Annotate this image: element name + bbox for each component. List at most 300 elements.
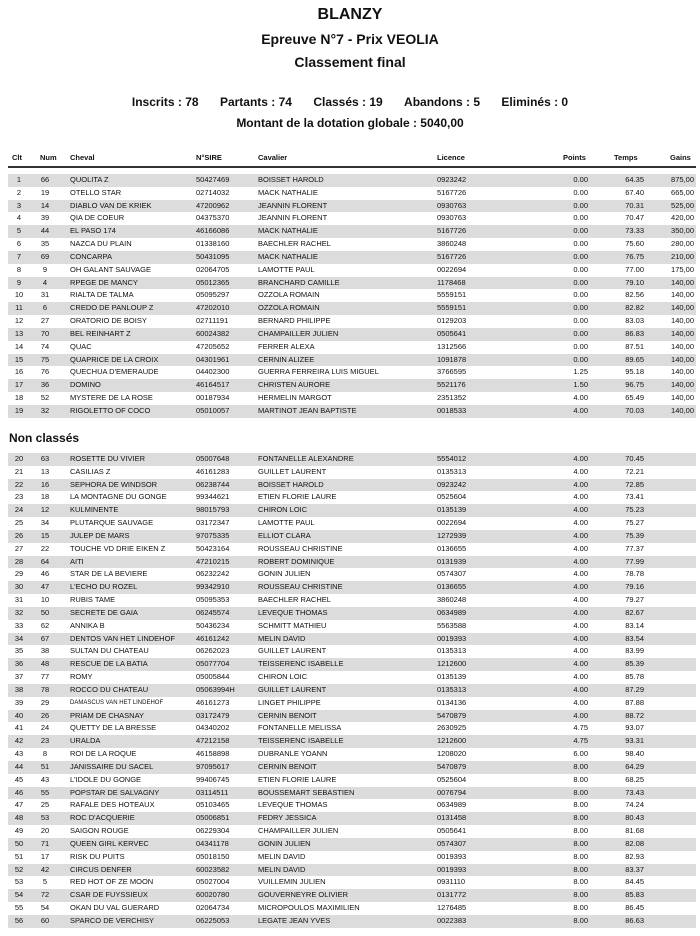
cell-clt: 18 xyxy=(14,393,24,403)
cell-cavalier: FONTANELLE ALEXANDRE xyxy=(258,454,354,463)
cell-temps: 85.78 xyxy=(625,672,644,682)
cell-sire: 02711191 xyxy=(196,316,229,326)
cell-temps: 96.75 xyxy=(625,380,644,390)
cell-sire: 05010057 xyxy=(196,405,230,415)
cell-sire: 60023582 xyxy=(196,864,230,874)
stat-abandons: Abandons : 5 xyxy=(404,95,481,109)
cell-cheval: NAZCA DU PLAIN xyxy=(70,239,132,249)
cell-cheval: OTELLO STAR xyxy=(70,187,122,197)
cell-cavalier: MELIN DAVID xyxy=(258,633,306,643)
cell-temps: 82.56 xyxy=(625,290,644,300)
cell-cavalier: JEANNIN FLORENT xyxy=(258,213,328,223)
cell-cheval: MYSTERE DE LA ROSE xyxy=(70,393,153,403)
cell-licence: 0131772 xyxy=(437,890,467,900)
cell-licence: 5167726 xyxy=(437,226,467,236)
cell-sire: 05018150 xyxy=(196,851,230,861)
col-temps: Temps xyxy=(614,153,638,162)
cell-cavalier: GUERRA FERREIRA LUIS MIGUEL xyxy=(258,367,379,377)
cell-num: 69 xyxy=(40,251,50,261)
cell-temps: 80.43 xyxy=(625,813,644,823)
cell-licence: 0135139 xyxy=(437,505,467,515)
cell-points: 4.00 xyxy=(573,710,588,720)
cell-sire: 05103465 xyxy=(196,800,230,810)
cell-licence: 0930763 xyxy=(437,213,467,223)
cell-cheval: SEPHORA DE WINDSOR xyxy=(70,479,158,489)
cell-sire: 47210215 xyxy=(196,556,230,566)
cell-clt: 30 xyxy=(14,582,24,592)
cell-licence: 0018533 xyxy=(437,405,467,415)
cell-temps: 77.37 xyxy=(625,543,644,553)
cell-clt: 42 xyxy=(14,736,24,746)
cell-num: 42 xyxy=(40,864,50,874)
table-row xyxy=(8,315,696,328)
cell-num: 20 xyxy=(40,826,50,836)
cell-clt: 10 xyxy=(14,290,24,300)
cell-cheval: LA MONTAGNE DU GONGE xyxy=(70,492,167,502)
cell-points: 8.00 xyxy=(573,851,588,861)
cell-cheval: QUAPRICE DE LA CROIX xyxy=(70,354,159,364)
cell-cavalier: LAMOTTE PAUL xyxy=(258,264,315,274)
cell-cheval: RIALTA DE TALMA xyxy=(70,290,134,300)
cell-licence: 0634989 xyxy=(437,607,467,617)
cell-temps: 87.51 xyxy=(625,341,644,351)
cell-licence: 1312566 xyxy=(437,341,467,351)
cell-cheval: ANNIKA B xyxy=(70,620,105,630)
cell-cavalier: LEVEQUE THOMAS xyxy=(258,607,328,617)
cell-clt: 4 xyxy=(16,213,22,223)
cell-points: 8.00 xyxy=(573,800,588,810)
cell-num: 64 xyxy=(40,556,50,566)
cell-cheval: CONCARPA xyxy=(70,251,112,261)
table-row xyxy=(8,517,696,530)
cell-temps: 93.07 xyxy=(625,723,644,733)
cell-cavalier: CHIRON LOIC xyxy=(258,672,308,682)
cell-cavalier: MICROPOULOS MAXIMILIEN xyxy=(258,902,360,912)
cell-cavalier: HERMELIN MARGOT xyxy=(258,393,332,403)
cell-points: 0.00 xyxy=(573,316,588,326)
cell-clt: 28 xyxy=(14,556,24,566)
cell-cavalier: GONIN JULIEN xyxy=(258,569,311,579)
cell-num: 63 xyxy=(40,454,50,463)
cell-licence: 1276485 xyxy=(437,902,467,912)
cell-gains: 140,00 xyxy=(671,367,694,377)
cell-sire: 02064734 xyxy=(196,902,230,912)
cell-cavalier: SCHMITT MATHIEU xyxy=(258,620,327,630)
cell-clt: 52 xyxy=(14,864,24,874)
cell-clt: 25 xyxy=(14,518,24,528)
cell-cavalier: BAECHLER RACHEL xyxy=(258,239,331,249)
cell-gains: 140,00 xyxy=(671,341,694,351)
table-row xyxy=(8,645,696,658)
cell-num: 66 xyxy=(40,175,50,184)
cell-sire: 50427469 xyxy=(196,175,230,184)
cell-licence: 0135313 xyxy=(437,466,467,476)
cell-points: 4.00 xyxy=(573,684,588,694)
cell-licence: 0131458 xyxy=(437,813,467,823)
cell-temps: 70.47 xyxy=(625,213,644,223)
table-row xyxy=(8,620,696,633)
cell-points: 6.00 xyxy=(573,749,588,759)
event-title: Epreuve N°7 - Prix VEOLIA xyxy=(261,31,439,47)
cell-cheval: RESCUE DE LA BATIA xyxy=(70,659,148,669)
cell-points: 4.00 xyxy=(573,697,588,707)
cell-cheval: KULMINENTE xyxy=(70,505,119,515)
cell-clt: 34 xyxy=(14,633,24,643)
cell-cheval: POPSTAR DE SALVAGNY xyxy=(70,787,160,797)
cell-sire: 05077704 xyxy=(196,659,230,669)
cell-sire: 05012365 xyxy=(196,277,230,287)
cell-cheval: CREDO DE PANLOUP Z xyxy=(70,303,154,313)
cell-clt: 12 xyxy=(14,316,24,326)
cell-cheval: EL PASO 174 xyxy=(70,226,116,236)
cell-cavalier: OZZOLA ROMAIN xyxy=(258,290,320,300)
cell-points: 4.00 xyxy=(573,646,588,656)
cell-licence: 2630925 xyxy=(437,723,467,733)
cell-clt: 24 xyxy=(14,505,24,515)
cell-temps: 81.68 xyxy=(625,826,644,836)
col-points: Points xyxy=(563,153,586,162)
cell-gains: 175,00 xyxy=(671,264,694,274)
cell-clt: 54 xyxy=(14,890,24,900)
cell-sire: 47202010 xyxy=(196,303,230,313)
cell-num: 60 xyxy=(40,915,50,925)
cell-sire: 99342910 xyxy=(196,582,230,592)
cell-cavalier: CHAMPAILLER JULIEN xyxy=(258,328,339,338)
cell-points: 1.25 xyxy=(573,367,588,377)
cell-sire: 05006851 xyxy=(196,813,230,823)
table-row xyxy=(8,277,696,290)
non-classes-heading: Non classés xyxy=(9,431,80,445)
cell-num: 43 xyxy=(40,774,50,784)
cell-num: 24 xyxy=(40,723,50,733)
cell-num: 13 xyxy=(40,466,50,476)
cell-gains: 140,00 xyxy=(671,277,694,287)
cell-cavalier: BERNARD PHILIPPE xyxy=(258,316,331,326)
cell-num: 17 xyxy=(40,851,50,861)
cell-sire: 47212158 xyxy=(196,736,230,746)
cell-licence: 0129203 xyxy=(437,316,467,326)
cell-gains: 525,00 xyxy=(671,200,694,210)
cell-clt: 53 xyxy=(14,877,24,887)
cell-clt: 33 xyxy=(14,620,24,630)
cell-temps: 83.99 xyxy=(625,646,644,656)
cell-points: 4.00 xyxy=(573,492,588,502)
cell-clt: 22 xyxy=(14,479,24,489)
cell-sire: 97075335 xyxy=(196,530,230,540)
cell-cheval: L'IDOLE DU GONGE xyxy=(70,774,142,784)
cell-cavalier: TEISSERENC ISABELLE xyxy=(258,659,344,669)
cell-cavalier: BOISSET HAROLD xyxy=(258,175,324,184)
cell-sire: 46161273 xyxy=(196,697,230,707)
table-row xyxy=(8,264,696,277)
cell-licence: 3860248 xyxy=(437,595,467,605)
cell-temps: 87.29 xyxy=(625,684,644,694)
cell-temps: 70.03 xyxy=(625,405,644,415)
cell-sire: 46158898 xyxy=(196,749,230,759)
cell-points: 8.00 xyxy=(573,915,588,925)
cell-temps: 67.40 xyxy=(625,187,644,197)
cell-points: 0.00 xyxy=(573,290,588,300)
cell-cheval: OH GALANT SAUVAGE xyxy=(70,264,151,274)
cell-cheval: JULEP DE MARS xyxy=(70,530,130,540)
cell-sire: 46164517 xyxy=(196,380,230,390)
cell-num: 71 xyxy=(40,838,50,848)
cell-temps: 75.27 xyxy=(625,518,644,528)
cell-cavalier: CHIRON LOIC xyxy=(258,505,308,515)
cell-licence: 0505641 xyxy=(437,328,467,338)
cell-clt: 23 xyxy=(14,492,24,502)
cell-points: 0.00 xyxy=(573,264,588,274)
cell-num: 22 xyxy=(40,543,50,553)
cell-licence: 5470879 xyxy=(437,761,467,771)
table-row xyxy=(8,697,696,710)
cell-licence: 1208020 xyxy=(437,749,467,759)
cell-num: 31 xyxy=(40,290,50,300)
cell-num: 19 xyxy=(40,187,50,197)
cell-num: 27 xyxy=(40,316,50,326)
cell-points: 0.00 xyxy=(573,226,588,236)
cell-temps: 75.23 xyxy=(625,505,644,515)
cell-num: 8 xyxy=(42,749,48,759)
table-row xyxy=(8,761,696,774)
stat-elimines: Eliminés : 0 xyxy=(501,95,569,109)
cell-num: 18 xyxy=(40,492,50,502)
cell-points: 8.00 xyxy=(573,877,588,887)
cell-licence: 0135313 xyxy=(437,646,467,656)
cell-gains: 140,00 xyxy=(671,393,694,403)
table-row xyxy=(8,187,696,200)
cell-temps: 65.49 xyxy=(625,393,644,403)
cell-temps: 68.25 xyxy=(625,774,644,784)
cell-sire: 05027004 xyxy=(196,877,230,887)
cell-clt: 5 xyxy=(16,226,22,236)
table-row xyxy=(8,289,696,302)
table-row xyxy=(8,366,696,379)
cell-points: 0.00 xyxy=(573,251,588,261)
cell-licence: 0930763 xyxy=(437,200,467,210)
table-row xyxy=(8,787,696,800)
table-row xyxy=(8,392,696,405)
cell-sire: 06262023 xyxy=(196,646,230,656)
cell-gains: 140,00 xyxy=(671,328,694,338)
cell-temps: 86.83 xyxy=(625,328,644,338)
cell-sire: 05007648 xyxy=(196,454,230,463)
cell-clt: 40 xyxy=(14,710,24,720)
cell-points: 8.00 xyxy=(573,902,588,912)
col-sire: N°SIRE xyxy=(196,153,222,162)
cell-cheval: QUEEN GIRL KERVEC xyxy=(70,838,149,848)
cell-points: 4.00 xyxy=(573,479,588,489)
cell-cheval: ROSETTE DU VIVIER xyxy=(70,454,146,463)
cell-temps: 73.41 xyxy=(625,492,644,502)
cell-cavalier: FERRER ALEXA xyxy=(258,341,315,351)
cell-clt: 48 xyxy=(14,813,24,823)
cell-cheval: RISK DU PUITS xyxy=(70,851,125,861)
cell-cheval: CSAR DE FUYSSIEUX xyxy=(70,890,148,900)
cell-points: 8.00 xyxy=(573,774,588,784)
table-row xyxy=(8,915,696,928)
cell-points: 8.00 xyxy=(573,864,588,874)
cell-clt: 45 xyxy=(14,774,24,784)
cell-temps: 77.99 xyxy=(625,556,644,566)
cell-clt: 49 xyxy=(14,826,24,836)
cell-licence: 5470879 xyxy=(437,710,467,720)
cell-clt: 16 xyxy=(14,367,24,377)
cell-points: 0.00 xyxy=(573,354,588,364)
cell-cavalier: GUILLET LAURENT xyxy=(258,684,327,694)
cell-cheval: JANISSAIRE DU SACEL xyxy=(70,761,154,771)
cell-clt: 11 xyxy=(15,303,23,313)
table-row xyxy=(8,556,696,569)
cell-cavalier: GUILLET LAURENT xyxy=(258,646,327,656)
cell-cavalier: CERNIN BENOIT xyxy=(258,710,317,720)
table-row xyxy=(8,405,696,418)
cell-clt: 35 xyxy=(14,646,24,656)
cell-licence: 5521176 xyxy=(437,380,466,390)
cell-cavalier: MELIN DAVID xyxy=(258,864,306,874)
cell-licence: 0019393 xyxy=(437,851,467,861)
cell-temps: 87.88 xyxy=(625,697,644,707)
cell-num: 35 xyxy=(40,239,50,249)
table-row xyxy=(8,328,696,341)
cell-cheval: ORATORIO DE BOISY xyxy=(70,316,147,326)
cell-cheval: RIGOLETTO OF COCO xyxy=(70,405,151,415)
cell-cheval: ROI DE LA ROQUE xyxy=(70,749,137,759)
cell-points: 4.00 xyxy=(573,607,588,617)
cell-clt: 15 xyxy=(14,354,24,364)
ranked-table xyxy=(8,174,696,418)
cell-licence: 0135139 xyxy=(437,672,467,682)
cell-temps: 64.29 xyxy=(625,761,644,771)
cell-cheval: PRIAM DE CHASNAY xyxy=(70,710,145,720)
cell-sire: 98015793 xyxy=(196,505,230,515)
col-clt: Clt xyxy=(12,153,22,162)
cell-points: 8.00 xyxy=(573,838,588,848)
table-row xyxy=(8,212,696,225)
cell-num: 76 xyxy=(40,367,50,377)
cell-clt: 51 xyxy=(14,851,24,861)
table-row xyxy=(8,838,696,851)
cell-points: 4.00 xyxy=(573,530,588,540)
cell-gains: 280,00 xyxy=(671,239,694,249)
table-row xyxy=(8,530,696,543)
col-licence: Licence xyxy=(437,153,465,162)
cell-points: 4.00 xyxy=(573,393,588,403)
cell-sire: 99344621 xyxy=(196,492,230,502)
table-row xyxy=(8,633,696,646)
cell-clt: 26 xyxy=(14,530,24,540)
cell-cavalier: VUILLEMIN JULIEN xyxy=(258,877,326,887)
table-row xyxy=(8,354,696,367)
cell-points: 8.00 xyxy=(573,890,588,900)
cell-clt: 20 xyxy=(14,454,24,463)
cell-temps: 72.21 xyxy=(625,466,644,476)
table-row xyxy=(8,722,696,735)
cell-cavalier: ETIEN FLORIE LAURE xyxy=(258,774,337,784)
cell-licence: 2351352 xyxy=(437,393,467,403)
cell-cavalier: ELLIOT CLARA xyxy=(258,530,311,540)
cell-points: 4.00 xyxy=(573,405,588,415)
cell-sire: 60020780 xyxy=(196,890,230,900)
cell-sire: 47205652 xyxy=(196,341,230,351)
cell-sire: 03172479 xyxy=(196,710,230,720)
cell-cheval: RPEGE DE MANCY xyxy=(70,277,138,287)
cell-clt: 17 xyxy=(14,380,24,390)
cell-cheval: ROCCO DU CHATEAU xyxy=(70,684,149,694)
cell-cheval: BEL REINHART Z xyxy=(70,328,131,338)
cell-temps: 84.45 xyxy=(625,877,644,887)
cell-licence: 0022694 xyxy=(437,518,467,528)
cell-sire: 02064705 xyxy=(196,264,230,274)
cell-temps: 79.10 xyxy=(625,277,644,287)
cell-cavalier: BOUSSEMART SEBASTIEN xyxy=(258,787,355,797)
cell-cavalier: DUBRANLE YOANN xyxy=(258,749,328,759)
cell-cavalier: BOISSET HAROLD xyxy=(258,479,324,489)
cell-clt: 56 xyxy=(14,915,24,925)
cell-clt: 31 xyxy=(14,595,24,605)
cell-licence: 1272939 xyxy=(437,530,467,540)
cell-cavalier: CERNIN BENOIT xyxy=(258,761,317,771)
cell-points: 8.00 xyxy=(573,761,588,771)
cell-points: 4.75 xyxy=(573,736,588,746)
table-row xyxy=(8,225,696,238)
cell-temps: 73.33 xyxy=(625,226,644,236)
cell-sire: 02714032 xyxy=(196,187,230,197)
cell-points: 4.00 xyxy=(573,595,588,605)
cell-temps: 70.45 xyxy=(625,454,644,463)
stats-line xyxy=(0,95,700,109)
cell-cheval: L'ECHO DU ROZEL xyxy=(70,582,138,592)
cell-licence: 0136655 xyxy=(437,543,467,553)
table-row xyxy=(8,748,696,761)
cell-temps: 83.37 xyxy=(625,864,644,874)
cell-points: 0.00 xyxy=(573,213,588,223)
cell-cheval: URALDA xyxy=(70,736,101,746)
cell-sire: 04301961 xyxy=(196,354,230,364)
cell-points: 4.00 xyxy=(573,672,588,682)
cell-clt: 37 xyxy=(14,672,24,682)
cell-cheval: DOMINO xyxy=(70,380,101,390)
cell-temps: 77.00 xyxy=(625,264,644,274)
cell-cavalier: TEISSERENC ISABELLE xyxy=(258,736,344,746)
cell-sire: 46166086 xyxy=(196,226,230,236)
table-row xyxy=(8,581,696,594)
cell-num: 12 xyxy=(40,505,50,515)
stat-inscrits: Inscrits : 78 xyxy=(131,95,199,109)
cell-cavalier: CHAMPAILLER JULIEN xyxy=(258,826,339,836)
cell-cheval: QUECHUA D'EMERAUDE xyxy=(70,367,159,377)
cell-num: 55 xyxy=(40,787,50,797)
cell-licence: 1178468 xyxy=(437,277,466,287)
cell-licence: 0574307 xyxy=(437,838,467,848)
cell-clt: 41 xyxy=(14,723,24,733)
cell-licence: 5559151 xyxy=(437,303,467,313)
cell-clt: 50 xyxy=(14,838,24,848)
cell-sire: 01338160 xyxy=(196,239,230,249)
cell-clt: 32 xyxy=(14,607,24,617)
cell-clt: 55 xyxy=(14,902,24,912)
table-row xyxy=(8,200,696,213)
cell-clt: 8 xyxy=(16,264,22,274)
cell-licence: 1212600 xyxy=(437,736,467,746)
cell-cheval: OKAN DU VAL GUERARD xyxy=(70,902,160,912)
cell-sire: 05063994H xyxy=(196,684,235,694)
stat-partants: Partants : 74 xyxy=(219,95,292,109)
cell-clt: 14 xyxy=(14,341,24,351)
cell-gains: 665,00 xyxy=(671,187,694,197)
cell-clt: 47 xyxy=(14,800,24,810)
cell-temps: 98.40 xyxy=(625,749,644,759)
